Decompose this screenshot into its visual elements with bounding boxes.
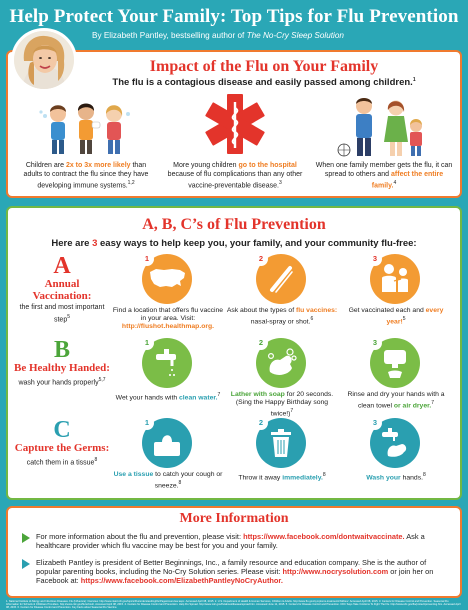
info-item-flu — [22, 532, 450, 550]
step-a2-post: nasal-spray or shot. — [250, 318, 311, 326]
letter-b-desc-ref: 5,7 — [98, 377, 106, 383]
step-c3 — [340, 418, 452, 500]
info-item2-pre: Elizabeth Pantley is president of Better Beginnings, Inc., a family resource and education company. She is the author of popular parenting books, including the No-Cry Solution series. Please visit: — [36, 558, 427, 576]
step-b1-ref: 7 — [217, 392, 221, 398]
step-c1-text — [112, 471, 224, 491]
abc-subtitle-post: easy ways to help keep you, your family, and your community flu-free: — [97, 238, 417, 249]
step-a2-badge: 2 — [254, 252, 268, 266]
letter-a-name: Annual Vaccination: — [32, 278, 92, 302]
impact-family-pre: When one family member gets the flu, it can spread to others and — [315, 162, 453, 178]
step-b1-badge: 1 — [140, 336, 154, 350]
letter-a-desc-text: the first and most important step — [19, 304, 105, 323]
info-item-author — [22, 558, 450, 585]
step-a2 — [226, 254, 338, 336]
step-b1-highlight: clean water. — [179, 394, 218, 402]
step-c3-badge: 3 — [368, 416, 382, 430]
info-item-author-body — [36, 558, 450, 585]
info-item2-mid: or join her on Facebook at: — [36, 567, 434, 585]
page-title: Help Protect Your Family: Top Tips for Flu Prevention — [9, 6, 459, 27]
impact-children-post: than adults to contract the flu since they have developing immune systems. — [23, 162, 149, 190]
step-b2-text — [226, 391, 338, 419]
abc-title: A, B, C’s of Flu Prevention — [142, 216, 326, 233]
letter-b-desc — [14, 376, 110, 388]
step-c1-badge: 1 — [140, 416, 154, 430]
letter-c-desc-text: catch them in a tissue — [26, 459, 95, 467]
letter-c-desc — [14, 456, 110, 468]
step-b2-highlight: Lather with soap — [230, 391, 285, 398]
letter-b-name: Be Healthy Handed: — [14, 362, 110, 374]
step-a2-ref: 6 — [310, 316, 314, 323]
impact-hospital-post: because of flu complications than any other vaccine-preventable disease. — [167, 170, 303, 190]
impact-family-ref: 4 — [393, 180, 397, 186]
step-a2-pre: Ask about the types of — [226, 307, 296, 314]
step-c3-highlight: Wash your — [366, 474, 401, 482]
step-b3-badge: 3 — [368, 336, 382, 350]
row-annual-vaccination — [14, 254, 454, 336]
children-sneezing-illustration — [36, 92, 136, 158]
step-b3-highlight: or air dryer. — [393, 402, 432, 410]
flushot-healthmap-link[interactable]: http://flushot.healthmap.org. — [121, 323, 215, 331]
step-b3-text — [340, 391, 452, 411]
step-b3 — [340, 338, 452, 420]
letter-b-desc-text: wash your hands properly — [18, 379, 99, 387]
step-b2-post: for 20 seconds. (Sing the Happy Birthday song twice!) — [235, 391, 334, 418]
step-b1-text — [112, 391, 224, 402]
step-a2-highlight: flu vaccines: — [295, 307, 338, 314]
step-b3-pre: Rinse and dry your hands with a clean towel — [347, 391, 445, 410]
impact-hospital-pre: More young children — [173, 162, 239, 169]
step-c2 — [226, 418, 338, 500]
impact-children-ref: 1,2 — [127, 180, 135, 186]
letter-c-desc-ref: 8 — [94, 457, 98, 463]
arrow-right-icon — [22, 559, 30, 569]
step-c1 — [112, 418, 224, 500]
step-c2-text — [226, 471, 338, 482]
medical-star-of-life-icon — [185, 92, 285, 158]
letter-block-a — [14, 254, 110, 336]
info-title: More Information — [179, 511, 289, 526]
step-b2-badge: 2 — [254, 336, 268, 350]
letter-c: C — [53, 417, 71, 443]
step-a3-ref: 5 — [402, 316, 406, 323]
step-c3-ref: 8 — [423, 472, 426, 478]
abc-subtitle-num: 3 — [92, 238, 98, 249]
author-portrait-icon — [14, 31, 74, 91]
info-item1-post: Ask a healthcare provider which flu vaccine may be best for you and your family. — [36, 532, 425, 550]
impact-hospital-ref: 3 — [278, 180, 282, 186]
abc-panel — [6, 206, 462, 500]
step-c2-pre: Throw it away — [238, 474, 283, 482]
step-a1 — [112, 254, 224, 336]
step-a2-text — [226, 307, 338, 327]
family-illustration — [334, 92, 434, 158]
step-c3-text — [340, 471, 452, 482]
info-item-flu-body — [36, 532, 450, 550]
impact-subtitle-ref: 1 — [412, 77, 416, 83]
impact-text-hospital — [165, 162, 305, 191]
step-b1-pre: Wet your hands with — [115, 394, 179, 402]
step-a1-pre: Find a location that offers flu vaccine in your area. Visit: — [112, 307, 224, 323]
step-b3-ref: 7 — [431, 400, 435, 407]
step-b2 — [226, 338, 338, 420]
row-capture-germs — [14, 418, 454, 500]
step-b2-ref: 7 — [290, 408, 294, 415]
step-c2-ref: 8 — [322, 472, 326, 478]
step-a3-pre: Get vaccinated each and — [348, 307, 426, 314]
step-a1-badge: 1 — [140, 252, 154, 266]
step-c1-post: to catch your cough or sneeze. — [153, 471, 223, 490]
abc-subtitle-pre: Here are — [51, 238, 93, 249]
facebook-dontwaitvaccinate-link[interactable]: https://www.facebook.com/dontwaitvaccinate. — [243, 532, 405, 541]
letter-block-b — [14, 338, 110, 420]
byline — [92, 31, 344, 40]
abc-subtitle — [8, 238, 460, 249]
row-healthy-handed — [14, 338, 454, 420]
letter-a: A — [53, 253, 71, 279]
impact-column-hospital — [165, 92, 305, 192]
step-c3-post: hands. — [400, 474, 423, 482]
step-c2-badge: 2 — [254, 416, 268, 430]
impact-column-family — [314, 92, 454, 192]
step-a3 — [340, 254, 452, 336]
impact-column-children — [16, 92, 156, 192]
step-a3-highlight: every year! — [386, 307, 444, 326]
step-c1-ref: 8 — [178, 480, 182, 487]
impact-text-family — [314, 162, 454, 191]
letter-block-c — [14, 418, 110, 500]
step-b1 — [112, 338, 224, 420]
nocrysolution-link[interactable]: http://www.nocrysolution.com — [282, 567, 389, 576]
letter-a-desc — [14, 304, 110, 324]
author-portrait — [11, 28, 77, 92]
footnotes: 1. National Institute of Allergy and Infectious Diseases. Flu (Influenza): Overview. http://www.niaid.nih.gov/topics/Flu/understandingFlu/Pages/overview.aspx. Accessed April 08, 2015. 2. U.S. Department of Health & Human Services, Children & Adults. http://www.flu.gov/symptoms-treatment/children/. Accessed April 08, 2015. 3. Centers for Disease Control and Prevention. Seasonal Flu Information for Schools & Childcare Providers. http://www.cdc.gov/flu/school/. Accessed April 08, 2015. 4. Centers for Disease Control and Prevention. Help Flu Spread. http://www.cdc.gov/flu/about/disease/spread.htm. Accessed June 11, 2015. 5. Centers for Disease Control and Prevention. CDC Says Take 3 Actions To Fight The Flu. http://www.cdc.gov/flu/protect/preventing.htm. Accessed April 08, 2015. 6. Centers for Disease Control and Prevention. Key Facts about Seasonal Flu Vaccine. — [6, 600, 461, 610]
facebook-pantley-link[interactable]: https://www.facebook.com/ElizabethPantleyNoCryAuthor. — [80, 576, 283, 585]
info-item1-pre: For more information about the flu and prevention, please visit: — [36, 532, 244, 541]
impact-title: Impact of the Flu on Your Family — [149, 58, 379, 75]
impact-children-pre: Children are — [25, 162, 66, 169]
impact-text-children — [16, 162, 156, 191]
impact-hospital-highlight: go to the hospital — [238, 162, 297, 169]
step-c2-highlight: immediately. — [282, 474, 323, 482]
letter-b: B — [53, 337, 70, 363]
step-a3-text — [340, 307, 452, 327]
impact-subtitle — [68, 77, 460, 88]
impact-children-highlight: 2x to 3x more likely — [65, 162, 131, 169]
step-c1-highlight: Use a tissue — [113, 471, 154, 478]
step-a3-badge: 3 — [368, 252, 382, 266]
letter-a-desc-ref: 5 — [67, 313, 70, 320]
byline-prefix: By Elizabeth Pantley, bestselling author of — [92, 31, 247, 40]
impact-family-highlight: affect the entire family. — [371, 170, 444, 190]
impact-subtitle-text: The flu is a contagious disease and easily passed among children. — [112, 77, 413, 89]
step-a1-text — [112, 307, 224, 332]
byline-book: The No-Cry Sleep Solution — [246, 31, 344, 40]
letter-c-name: Capture the Germs: — [14, 442, 110, 454]
arrow-right-icon — [22, 533, 30, 543]
more-information-panel — [6, 506, 462, 598]
